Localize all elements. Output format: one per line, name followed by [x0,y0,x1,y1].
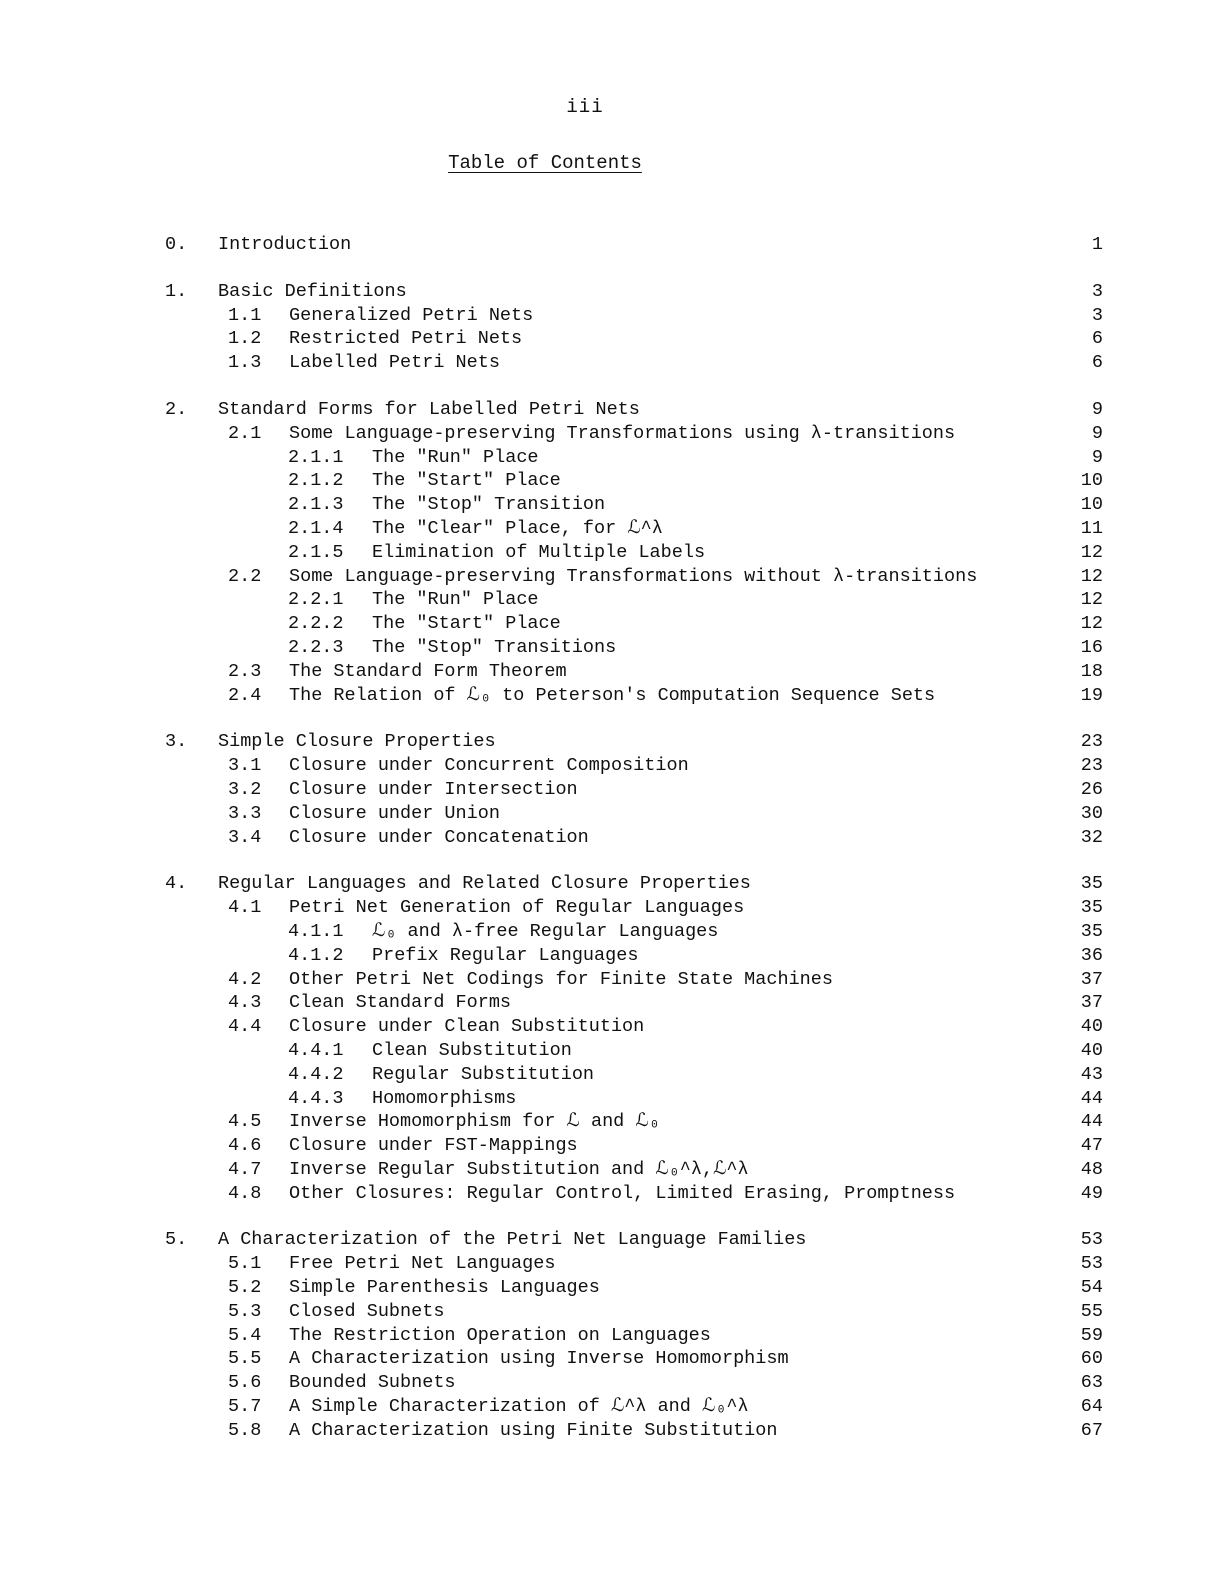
entry-page: 26 [1080,778,1103,800]
page-number: iii [566,96,604,118]
entry-page: 32 [1080,826,1103,848]
entry-number: 1. [165,280,188,302]
toc-entry [165,1158,1103,1182]
toc-entry [165,1110,1103,1134]
entry-page: 60 [1080,1348,1103,1370]
entry-number: 4.4 [228,1016,262,1038]
entry-page: 23 [1080,755,1103,777]
entry-title: Free Petri Net Languages [289,1253,556,1275]
entry-number: 2.3 [228,660,262,682]
entry-number: 4.4.2 [288,1063,344,1085]
entry-page: 6 [1091,352,1103,374]
entry-number: 5.8 [228,1419,262,1441]
entry-title: Other Closures: Regular Control, Limited Erasing, Promptness [289,1182,956,1204]
entry-number: 2.1.3 [288,494,344,516]
entry-title: The "Stop" Transitions [372,636,617,658]
entry-page: 40 [1080,1016,1103,1038]
toc-entry [165,1039,1103,1063]
entry-page: 30 [1080,802,1103,824]
entry-page: 23 [1080,731,1103,753]
entry-page: 16 [1080,636,1103,658]
entry-number: 4.5 [228,1111,262,1133]
toc-entry [165,1300,1103,1324]
entry-title: The Relation of ℒ₀ to Peterson's Computation Sequence Sets [289,684,936,706]
toc-section [165,233,1103,257]
toc-chapter-entry [165,233,1103,257]
entry-title: Restricted Petri Nets [289,328,523,350]
toc-entry [165,1063,1103,1087]
entry-number: 2.1.2 [288,470,344,492]
toc-section [165,1228,1103,1442]
entry-page: 54 [1080,1277,1103,1299]
entry-page: 35 [1080,873,1103,895]
entry-title: Bounded Subnets [289,1372,456,1394]
entry-title: Closure under FST-Mappings [289,1135,578,1157]
toc-section [165,872,1103,1205]
toc-entry [165,1324,1103,1348]
entry-page: 47 [1080,1135,1103,1157]
toc-entry [165,991,1103,1015]
entry-number: 1.3 [228,352,262,374]
toc-entry [165,944,1103,968]
entry-number: 3.3 [228,802,262,824]
toc-chapter-entry [165,280,1103,304]
entry-number: 2.2 [228,565,262,587]
toc-chapter-entry [165,1228,1103,1252]
toc-entry [165,684,1103,708]
entry-title: Inverse Regular Substitution and ℒ₀^λ,ℒ^λ [289,1158,749,1180]
entry-title: Closed Subnets [289,1300,445,1322]
toc-entry [165,754,1103,778]
entry-title: The "Run" Place [372,589,539,611]
entry-page: 12 [1080,541,1103,563]
entry-page: 67 [1080,1419,1103,1441]
entry-number: 4.6 [228,1135,262,1157]
entry-number: 5.5 [228,1348,262,1370]
entry-page: 40 [1080,1039,1103,1061]
toc-list [165,233,1103,1466]
entry-page: 9 [1091,422,1103,444]
entry-number: 5.7 [228,1396,262,1418]
entry-number: 2.2.2 [288,613,344,635]
entry-page: 12 [1080,565,1103,587]
toc-section [165,280,1103,375]
entry-title: Closure under Union [289,802,500,824]
toc-entry [165,802,1103,826]
entry-number: 4.8 [228,1182,262,1204]
entry-number: 4.4.1 [288,1039,344,1061]
entry-page: 59 [1080,1324,1103,1346]
toc-entry [165,1276,1103,1300]
toc-section [165,730,1103,849]
entry-title: Introduction [218,234,352,255]
entry-title: Simple Closure Properties [218,731,496,753]
toc-entry [165,612,1103,636]
entry-number: 4.2 [228,968,262,990]
entry-page: 53 [1080,1253,1103,1275]
entry-number: 3.4 [228,826,262,848]
entry-page: 18 [1080,660,1103,682]
entry-number: 2.1.1 [288,446,344,468]
entry-title: A Characterization using Inverse Homomorphism [289,1348,789,1370]
entry-title: Inverse Homomorphism for ℒ and ℒ₀ [289,1111,660,1133]
toc-section [165,398,1103,707]
entry-title: Prefix Regular Languages [372,944,639,966]
entry-title: Petri Net Generation of Regular Languages [289,897,745,919]
entry-page: 35 [1080,920,1103,942]
entry-number: 1.2 [228,328,262,350]
toc-entry [165,1371,1103,1395]
entry-page: 35 [1080,897,1103,919]
entry-page: 3 [1091,280,1103,302]
entry-page: 64 [1080,1396,1103,1418]
entry-title: Closure under Intersection [289,778,578,800]
entry-page: 12 [1080,589,1103,611]
entry-number: 3.1 [228,755,262,777]
entry-number: 2.4 [228,684,262,706]
toc-entry [165,327,1103,351]
entry-number: 4. [165,873,188,895]
toc-entry [165,517,1103,541]
entry-number: 4.7 [228,1158,262,1180]
entry-page: 11 [1080,517,1103,539]
entry-number: 2.1.4 [288,517,344,539]
entry-number: 5.6 [228,1372,262,1394]
entry-title: Closure under Concurrent Composition [289,755,689,777]
toc-entry [165,304,1103,328]
entry-title: ℒ₀ and λ-free Regular Languages [372,920,719,942]
toc-entry [165,1252,1103,1276]
entry-title: Other Petri Net Codings for Finite State Machines [289,968,833,990]
toc-entry [165,588,1103,612]
entry-title: Clean Standard Forms [289,992,512,1014]
entry-number: 3.2 [228,778,262,800]
toc-entry [165,826,1103,850]
entry-number: 2.1.5 [288,541,344,563]
toc-entry [165,351,1103,375]
entry-number: 5.1 [228,1253,262,1275]
entry-page: 9 [1091,398,1103,420]
toc-entry [165,896,1103,920]
entry-title: The "Stop" Transition [372,494,606,516]
entry-title: The "Start" Place [372,613,561,635]
entry-number: 0. [165,234,188,255]
entry-page: 48 [1080,1158,1103,1180]
toc-title [0,152,1090,174]
entry-page: 10 [1080,470,1103,492]
entry-title: The "Run" Place [372,446,539,468]
entry-title: Some Language-preserving Transformations without λ-transitions [289,565,978,587]
entry-title: Clean Substitution [372,1039,572,1061]
entry-number: 5.3 [228,1300,262,1322]
entry-title: The Standard Form Theorem [289,660,567,682]
entry-page: 37 [1080,992,1103,1014]
entry-page: 3 [1091,304,1103,326]
entry-page: 55 [1080,1300,1103,1322]
entry-page: 44 [1080,1111,1103,1133]
entry-number: 2.2.3 [288,636,344,658]
entry-page: 19 [1080,684,1103,706]
entry-page: 9 [1091,446,1103,468]
entry-page: 53 [1080,1229,1103,1251]
entry-title: A Simple Characterization of ℒ^λ and ℒ₀^λ [289,1396,749,1418]
entry-title: A Characterization using Finite Substitution [289,1419,778,1441]
toc-entry [165,1347,1103,1371]
entry-title: The "Clear" Place, for ℒ^λ [372,517,663,539]
toc-entry [165,1015,1103,1039]
toc-entry [165,660,1103,684]
entry-title: Closure under Clean Substitution [289,1016,645,1038]
entry-page: 63 [1080,1372,1103,1394]
entry-page: 12 [1080,613,1103,635]
entry-title: Basic Definitions [218,280,407,302]
entry-title: The Restriction Operation on Languages [289,1324,711,1346]
entry-number: 4.4.3 [288,1087,344,1109]
entry-title: Regular Languages and Related Closure Properties [218,873,751,895]
entry-number: 5.2 [228,1277,262,1299]
toc-chapter-entry [165,730,1103,754]
entry-title: Standard Forms for Labelled Petri Nets [218,398,640,420]
entry-number: 2.1 [228,422,262,444]
entry-page: 43 [1080,1063,1103,1085]
toc-entry [165,1182,1103,1206]
toc-entry [165,446,1103,470]
entry-number: 2.2.1 [288,589,344,611]
toc-entry [165,541,1103,565]
entry-number: 4.1.2 [288,944,344,966]
toc-entry [165,422,1103,446]
toc-entry [165,968,1103,992]
entry-page: 1 [1091,234,1103,255]
entry-page: 44 [1080,1087,1103,1109]
entry-number: 1.1 [228,304,262,326]
entry-page: 37 [1080,968,1103,990]
toc-entry [165,636,1103,660]
entry-number: 5. [165,1229,188,1251]
entry-title: Regular Substitution [372,1063,595,1085]
toc-entry [165,1395,1103,1419]
entry-title: Homomorphisms [372,1087,517,1109]
entry-title: Some Language-preserving Transformations using λ-transitions [289,422,956,444]
entry-number: 4.3 [228,992,262,1014]
toc-chapter-entry [165,872,1103,896]
toc-entry [165,493,1103,517]
toc-entry [165,565,1103,589]
toc-entry [165,778,1103,802]
entry-page: 49 [1080,1182,1103,1204]
entry-number: 5.4 [228,1324,262,1346]
entry-number: 2. [165,398,188,420]
toc-entry [165,1087,1103,1111]
toc-entry [165,469,1103,493]
entry-title: Simple Parenthesis Languages [289,1277,600,1299]
entry-title: Labelled Petri Nets [289,352,500,374]
toc-title-text: Table of Contents [448,152,642,174]
entry-page: 6 [1091,328,1103,350]
toc-entry [165,1419,1103,1443]
entry-title: Generalized Petri Nets [289,304,534,326]
toc-chapter-entry [165,398,1103,422]
entry-page: 10 [1080,494,1103,516]
entry-number: 3. [165,731,188,753]
toc-entry [165,920,1103,944]
entry-number: 4.1.1 [288,920,344,942]
entry-title: The "Start" Place [372,470,561,492]
toc-entry [165,1134,1103,1158]
entry-title: A Characterization of the Petri Net Language Families [218,1229,807,1251]
entry-number: 4.1 [228,897,262,919]
entry-title: Closure under Concatenation [289,826,589,848]
entry-page: 36 [1080,944,1103,966]
entry-title: Elimination of Multiple Labels [372,541,706,563]
